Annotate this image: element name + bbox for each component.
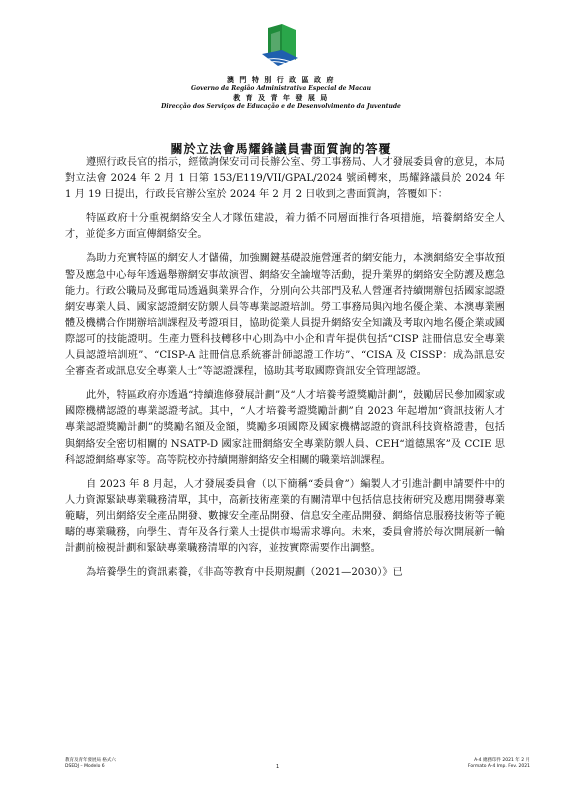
body-paragraph: 為助力充實特區的網安人才儲備，加強關鍵基礎設施營運者的網安能力，本澳網絡安全事故預警及應急中心每年透過舉辦網安事故演習、網絡安全論壇等活動，提升業界的網絡安全防護及應急能力。行政公職局及郵電局透過與業界合作，分別向公共部門及私人營運者持續開辦包括國家認證網安專業人員、國家認證網安防禦人員等專業認證培訓。勞工事務局與內地名優企業、本澳專業團體及機構合作開辦培訓課程及考證項目，協助從業人員提升網絡安全知識及考取內地名優企業或國際認可的技能證明。生產力暨科技轉移中心則為中小企和青年提供包括“CISP 註冊信息安全專業人員認證培訓班”、“CISP-A 註冊信息系統審計師認證工作坊”、“CISA 及 CISSP：成為訊息安全審查者或訊息安全專業人士”等認證課程，協助其考取國際資訊安全管理認證。	[65, 253, 505, 378]
body-paragraph: 為培養學生的資訊素養，《非高等教育中長期規劃（2021—2030）》已	[86, 567, 403, 579]
government-name-zh: 澳 門 特 別 行 政 區 政 府	[227, 75, 335, 84]
body-paragraph: 自 2023 年 8 月起，人才發展委員會（以下簡稱“委員會”）編製人才引進計劃申請要件中的人力資源緊缺專業職務清單，其中，高新技術產業的有關清單中包括信息技術研究及應用開發專業範疇，列出網絡安全產品開發、數據安全產品開發、信息安全產品開發、網絡信息服務技術等子範疇的專業職務，向學生、青年及各行業人士提供市場需求導向。未來，委員會將於每次開展新一輪計劃前檢視計劃和緊缺專業職務清單的內容，並按實際需要作出調整。	[65, 478, 505, 555]
form-code	[65, 758, 116, 770]
document-body	[65, 155, 505, 589]
body-paragraph: 此外，特區政府亦透過“持續進修發展計劃”及“人才培養考證獎勵計劃”，鼓勵居民參加國家或國際機構認證的專業認證考試。其中，“人才培養考證獎勵計劃”自 2023 年起增加“資訊技術人才專業認證獎勵計劃”的獎勵名額及金額，獎勵多項國際及國家機構認證的資訊科技資格證書，包括與網絡安全密切相關的 NSATP-D 國家註冊網絡安全專業防禦人員、CEH“道德黑客”及 CCIE 思科認證網絡專家等。高等院校亦持續開辦網絡安全相關的職業培訓課程。	[65, 390, 505, 466]
form-code-zh: 教育及青年發展局 格式六	[65, 758, 116, 763]
body-paragraph: 遵照行政長官的指示，經徵詢保安司司長辦公室、勞工事務局、人才發展委員會的意見，本局對立法會 2024 年 2 月 1 日第 153/E119/VII/GPAL/2024 號函轉來，馬耀鋒議員於 2024 年 1 月 19 日提出，行政長官辦公室於 2024 年 2 月 2 日收到之書面質詢，答覆如下：	[65, 157, 505, 201]
paper-format-zh: A-4 總務印件 2021 年 2 月	[474, 758, 530, 763]
page-number: 1	[276, 764, 280, 770]
form-code-pt: DSEDJ – Modelo 6	[65, 764, 105, 769]
document-title: 關於立法會馬耀鋒議員書面質詢的答覆	[170, 142, 392, 156]
body-paragraph: 特區政府十分重視網絡安全人才隊伍建設，着力循不同層面推行各項措施，培養網絡安全人才，並從多方面宣傳網絡安全。	[65, 213, 505, 241]
government-name-pt: Governo da Região Administrativa Especial de Macau	[191, 85, 371, 92]
paper-format-pt: Formato A-4 Imp. Fev. 2021	[467, 764, 530, 769]
government-emblem-logo	[258, 22, 304, 74]
letterhead	[0, 75, 562, 111]
department-name-pt: Direcção dos Serviços de Educação e de Desenvolvimento da Juventude	[161, 103, 401, 110]
department-name-zh: 教 育 及 青 年 發 展 局	[233, 93, 329, 102]
paper-format	[440, 758, 530, 770]
